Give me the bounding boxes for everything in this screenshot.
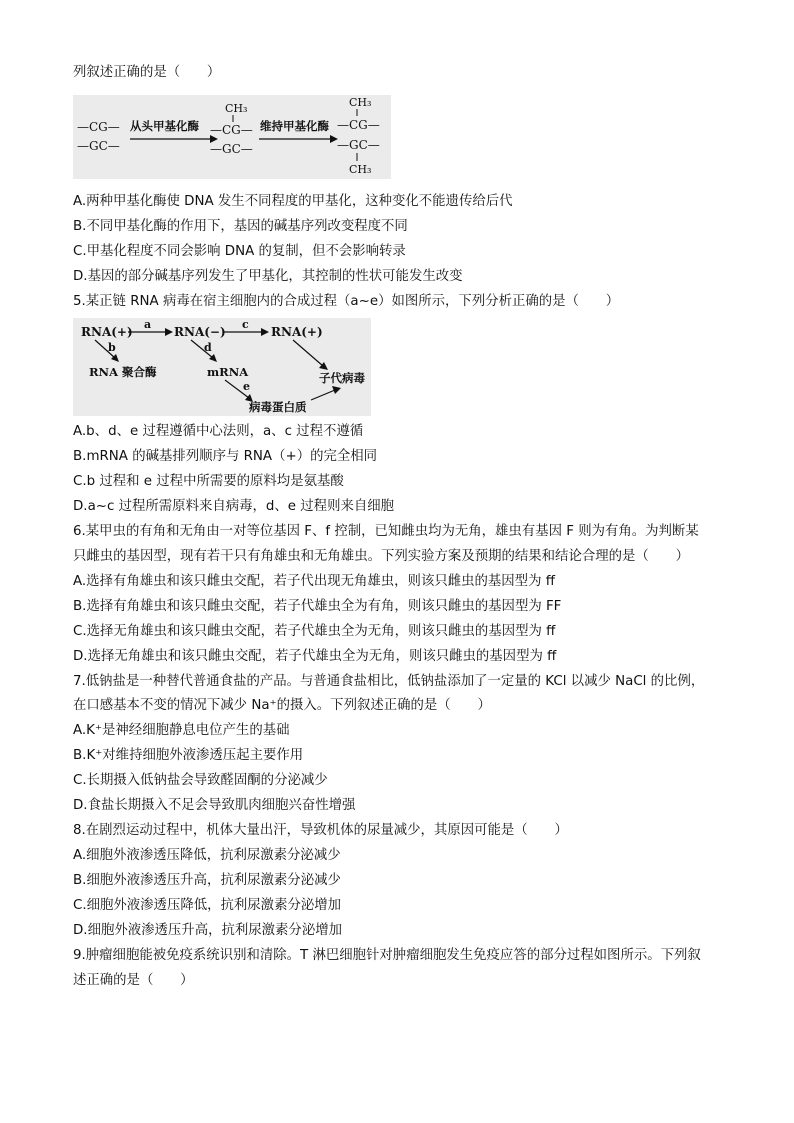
- q7-option-d: D.食盐长期摄入不足会导致肌肉细胞兴奋性增强: [73, 798, 356, 813]
- left-strand-bottom: —GC—: [77, 139, 120, 153]
- rna-polymerase-node: RNA 聚合酶: [89, 365, 157, 379]
- maintenance-methylase-label: 维持甲基化酶: [260, 119, 329, 133]
- left-strand-top: —CG—: [77, 120, 120, 134]
- arrow-c-head: [261, 328, 269, 336]
- de-novo-methylase-label: 从头甲基化酶: [130, 119, 199, 133]
- methylation-figure: [73, 95, 391, 179]
- q4-option-b: B.不同甲基化酶的作用下，基因的碱基序列改变程度不同: [73, 219, 408, 234]
- q6-option-c: C.选择无角雄虫和该只雌虫交配，若子代雄虫全为无角，则该只雌虫的基因型为 ff: [73, 624, 556, 639]
- q6-stem-line-2: 只雌虫的基因型，现有若干只有角雄虫和无角雄虫。下列实验方案及预期的结果和结论合理的是（ ）: [73, 549, 689, 564]
- label-c: c: [242, 318, 249, 331]
- rna-virus-figure: [73, 318, 371, 416]
- q5-option-c: C.b 过程和 e 过程中所需要的原料均是氨基酸: [73, 474, 344, 489]
- right-ch3-top: CH₃: [349, 96, 372, 109]
- right-strand-bottom: —GC—: [337, 138, 380, 152]
- q9-stem-line-2: 述正确的是（ ）: [73, 973, 194, 988]
- q8-option-d: D.细胞外液渗透压升高，抗利尿激素分泌增加: [73, 923, 342, 938]
- q5-stem: 5.某正链 RNA 病毒在宿主细胞内的合成过程（a~e）如图所示，下列分析正确的是（ ）: [73, 294, 620, 309]
- label-a: a: [144, 318, 152, 331]
- arrow-protein-to-progeny-head: [332, 386, 341, 394]
- q4-option-a: A.两种甲基化酶使 DNA 发生不同程度的甲基化，这种变化不能遗传给后代: [73, 194, 513, 209]
- arrow-a-head: [165, 328, 173, 336]
- q7-option-a: A.K⁺是神经细胞静息电位产生的基础: [73, 723, 290, 738]
- q6-option-b: B.选择有角雄虫和该只雌虫交配，若子代雄虫全为有角，则该只雌虫的基因型为 FF: [73, 599, 562, 614]
- q7-option-c: C.长期摄入低钠盐会导致醛固酮的分泌减少: [73, 773, 328, 788]
- arrow-protein-to-progeny-line: [311, 390, 335, 400]
- label-b: b: [108, 341, 116, 354]
- q4-option-c: C.甲基化程度不同会影响 DNA 的复制，但不会影响转录: [73, 244, 406, 259]
- rna-plus-node-2: RNA(+): [271, 325, 323, 339]
- q6-stem-line-1: 6.某甲虫的有角和无角由一对等位基因 F、f 控制，已知雌虫均为无角，雄虫有基因 F 则为有角。为判断某: [73, 524, 699, 539]
- mid-ch3: CH₃: [225, 102, 248, 115]
- label-d: d: [204, 341, 212, 354]
- q8-option-a: A.细胞外液渗透压降低，抗利尿激素分泌减少: [73, 848, 341, 863]
- rna-minus-node: RNA(−): [174, 325, 226, 339]
- q5-option-b: B.mRNA 的碱基排列顺序与 RNA（+）的完全相同: [73, 449, 378, 464]
- q5-option-a: A.b、d、e 过程遵循中心法则，a、c 过程不遵循: [73, 424, 364, 439]
- right-ch3-bottom: CH₃: [349, 163, 372, 176]
- q4-stem-tail: 列叙述正确的是（ ）: [73, 65, 221, 80]
- q8-stem: 8.在剧烈运动过程中，机体大量出汗，导致机体的尿量减少，其原因可能是（ ）: [73, 823, 568, 838]
- rna-plus-node-1: RNA(+): [81, 325, 133, 339]
- q7-stem-line-1: 7.低钠盐是一种替代普通食盐的产品。与普通食盐相比，低钠盐添加了一定量的 KCl 以减少 NaCl 的比例，: [73, 674, 705, 689]
- q7-stem-line-2: 在口感基本不变的情况下减少 Na⁺的摄入。下列叙述正确的是（ ）: [73, 698, 491, 713]
- mid-strand-top: —CG—: [210, 123, 253, 137]
- q8-option-b: B.细胞外液渗透压升高，抗利尿激素分泌减少: [73, 873, 341, 888]
- mrna-node: mRNA: [207, 365, 249, 379]
- q4-option-d: D.基因的部分碱基序列发生了甲基化，其控制的性状可能发生改变: [73, 269, 463, 284]
- q6-option-d: D.选择无角雄虫和该只雌虫交配，若子代雄虫全为无角，则该只雌虫的基因型为 ff: [73, 649, 557, 664]
- q9-stem-line-1: 9.肿瘤细胞能被免疫系统识别和清除。T 淋巴细胞针对肿瘤细胞发生免疫应答的部分过程如图所示。下列叙: [73, 948, 701, 963]
- q7-option-b: B.K⁺对维持细胞外液渗透压起主要作用: [73, 748, 304, 763]
- viral-protein-node: 病毒蛋白质: [249, 400, 307, 414]
- label-e: e: [243, 380, 250, 393]
- mid-strand-bottom: —GC—: [210, 142, 253, 156]
- q5-option-d: D.a~c 过程所需原料来自病毒，d、e 过程则来自细胞: [73, 499, 395, 514]
- arrow-to-progeny-line: [293, 340, 323, 366]
- q8-option-c: C.细胞外液渗透压降低，抗利尿激素分泌增加: [73, 898, 342, 913]
- right-strand-top: —CG—: [337, 118, 380, 132]
- q6-option-a: A.选择有角雄虫和该只雌虫交配，若子代出现无角雄虫，则该只雌虫的基因型为 ff: [73, 574, 555, 589]
- progeny-virus-node: 子代病毒: [319, 371, 365, 385]
